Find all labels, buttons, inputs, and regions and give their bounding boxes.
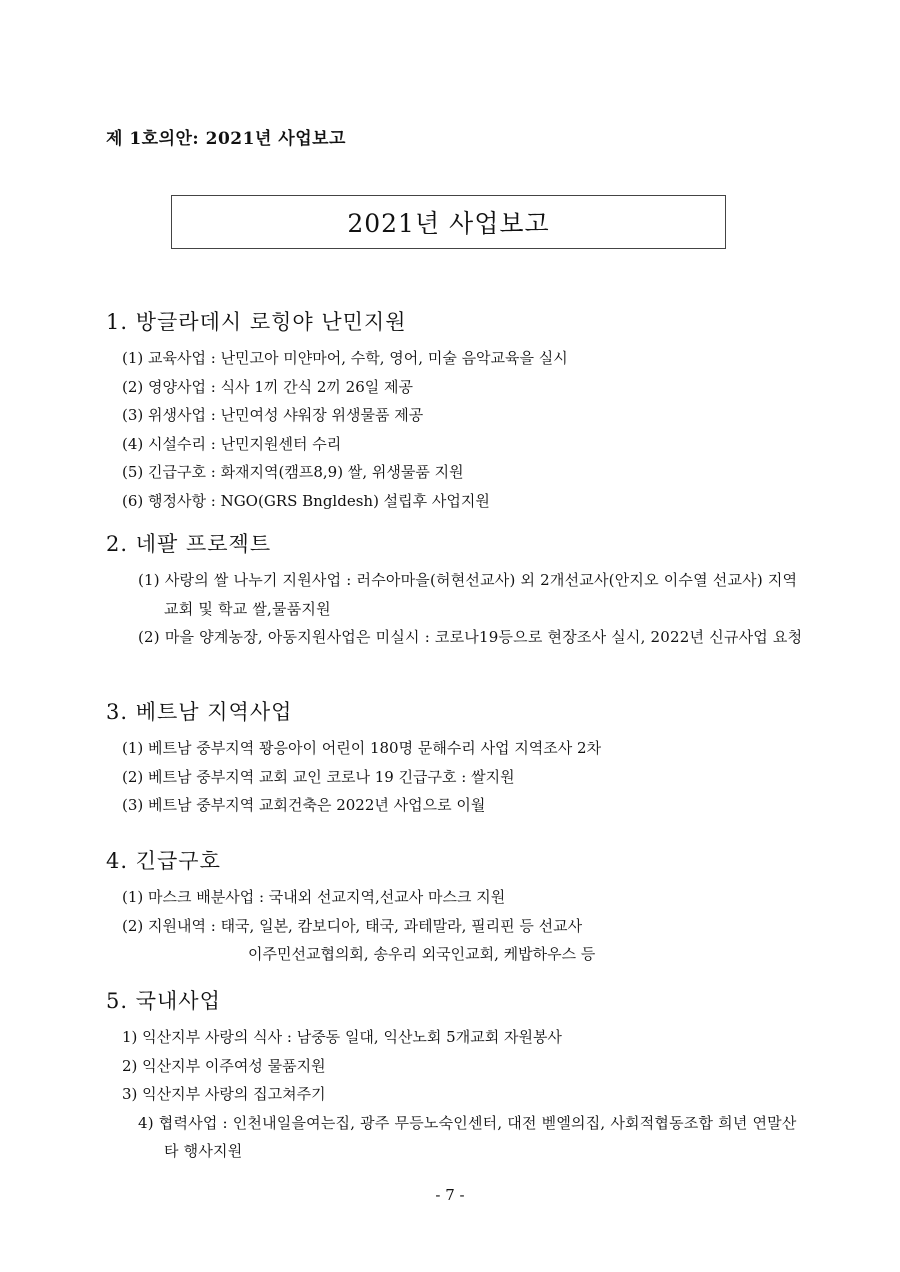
- page-number: - 7 -: [435, 1186, 465, 1204]
- list-item: 1) 익산지부 사랑의 식사 : 남중동 일대, 익산노회 5개교회 자원봉사: [122, 1028, 562, 1046]
- section-title: 2. 네팔 프로젝트: [106, 532, 272, 556]
- list-item: 3) 익산지부 사랑의 집고쳐주기: [122, 1085, 326, 1103]
- list-item: (3) 베트남 중부지역 교회건축은 2022년 사업으로 이월: [122, 796, 486, 814]
- list-item: (1) 베트남 중부지역 꽝응아이 어린이 180명 문해수리 사업 지역조사 2차: [122, 739, 602, 757]
- section-title: 1. 방글라데시 로힝야 난민지원: [106, 310, 407, 334]
- list-item: (1) 마스크 배분사업 : 국내외 선교지역,선교사 마스크 지원: [122, 888, 506, 906]
- section-title: 3. 베트남 지역사업: [106, 700, 293, 724]
- list-item: (1) 교육사업 : 난민고아 미얀마어, 수학, 영어, 미술 음악교육을 실시: [122, 349, 568, 367]
- report-title-box: [171, 195, 726, 249]
- list-item: 4) 협력사업 : 인천내일을여는집, 광주 무등노숙인센터, 대전 벧엘의집, 사회적협동조합 희년 연말산타 행사지원: [138, 1113, 797, 1160]
- report-title: 2021년 사업보고: [347, 209, 550, 238]
- list-item: (2) 영양사업 : 식사 1끼 간식 2끼 26일 제공: [122, 377, 413, 396]
- section-bangladesh: [106, 306, 810, 515]
- section-emergency-relief: [106, 845, 810, 969]
- section-title: 5. 국내사업: [106, 989, 221, 1013]
- section-title: 4. 긴급구호: [106, 849, 221, 873]
- list-item: (4) 시설수리 : 난민지원센터 수리: [122, 434, 342, 453]
- section-vietnam: [106, 696, 810, 820]
- document-heading: 제 1호의안: 2021년 사업보고: [106, 129, 346, 149]
- list-item: (3) 위생사업 : 난민여성 샤워장 위생물품 제공: [122, 406, 424, 424]
- list-item: 2) 익산지부 이주여성 물품지원: [122, 1056, 326, 1075]
- list-item-continuation: 이주민선교협의회, 송우리 외국인교회, 케밥하우스 등: [248, 945, 596, 963]
- list-item: (5) 긴급구호 : 화재지역(캠프8,9) 쌀, 위생물품 지원: [122, 463, 464, 481]
- list-item: (2) 마을 양계농장, 아동지원사업은 미실시 : 코로나19등으로 현장조사 실시, 2022년 신규사업 요청: [138, 628, 803, 646]
- section-nepal: [106, 528, 810, 652]
- list-item: (2) 베트남 중부지역 교회 교인 코로나 19 긴급구호 : 쌀지원: [122, 767, 515, 786]
- list-item: (1) 사랑의 쌀 나누기 지원사업 : 러수아마을(허현선교사) 외 2개선교사(안지오 이수열 선교사) 지역교회 및 학교 쌀,물품지원: [138, 571, 798, 618]
- section-domestic: [106, 985, 810, 1166]
- list-item: (2) 지원내역 : 태국, 일본, 캄보디아, 태국, 과테말라, 필리핀 등 선교사: [122, 916, 583, 935]
- list-item: (6) 행정사항 : NGO(GRS Bngldesh) 설립후 사업지원: [122, 491, 490, 510]
